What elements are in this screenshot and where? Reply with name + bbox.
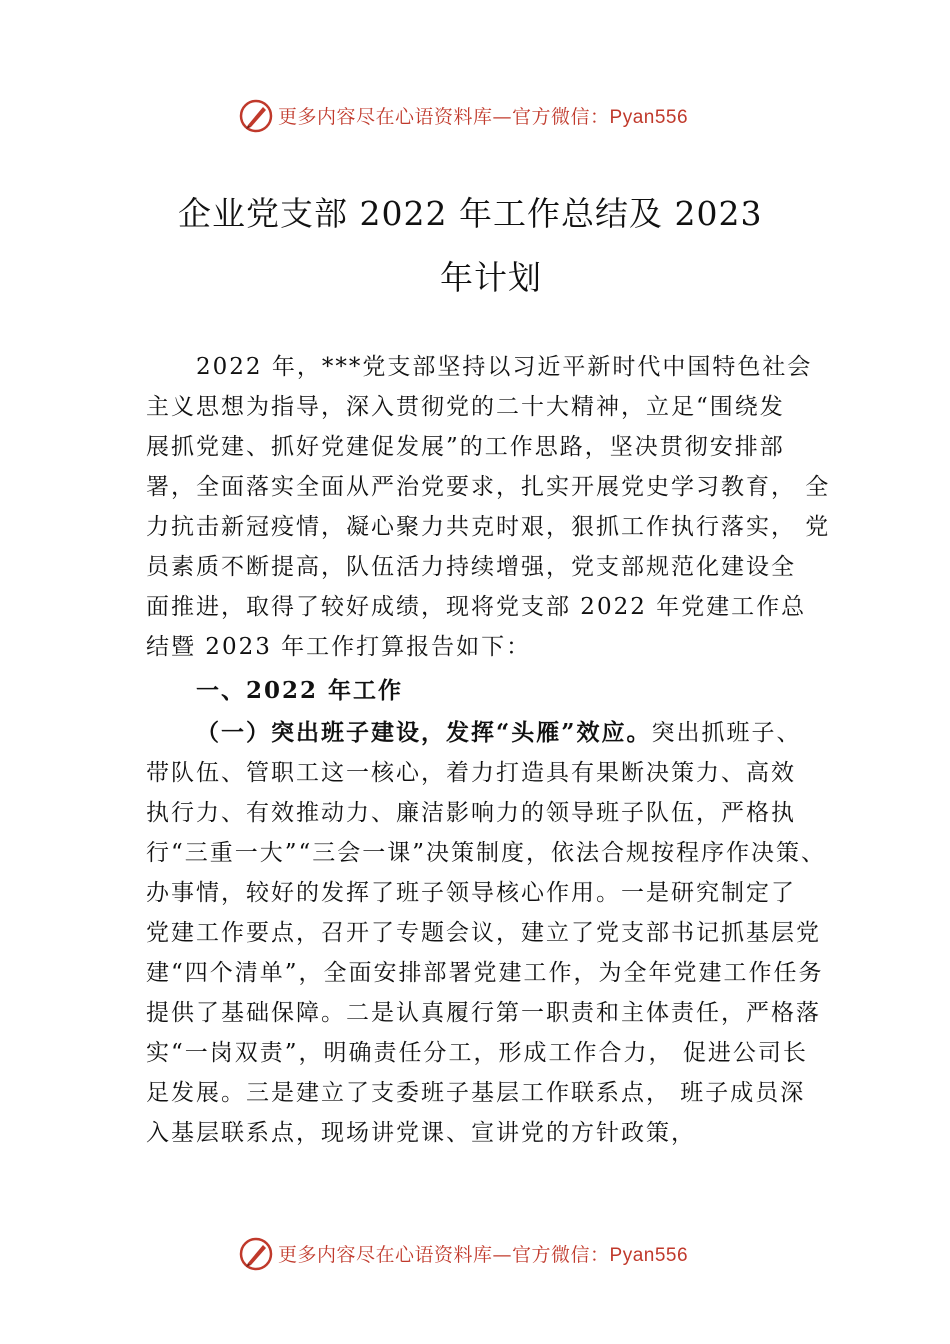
paragraph-line: 带队伍、管职工这一核心，着力打造具有果断决策力、高效 [146, 760, 796, 786]
paragraph-line: 展抓党建、抓好党建促发展”的工作思路，坚决贯彻安排部 [146, 434, 785, 460]
banner-text: 更多内容尽在心语资料库—官方微信：Pyan556 [278, 106, 689, 128]
paragraph-line: 办事情，较好的发挥了班子领导核心作用。一是研究制定了 [146, 880, 796, 906]
section-heading: 一、2022 年工作 [196, 677, 404, 704]
paragraph-line: 实“一岗双责”，明确责任分工，形成工作合力， 促进公司长 [146, 1040, 808, 1066]
subsection-heading: （一）突出班子建设，发挥“头雁”效应。 [196, 719, 652, 746]
paragraph-line: 主义思想为指导，深入贯彻党的二十大精神，立足“围绕发 [146, 394, 785, 420]
paragraph-line: 建“四个清单”，全面安排部署党建工作，为全年党建工作任务 [146, 960, 824, 986]
wechat-id: Pyan556 [609, 1245, 689, 1266]
pen-logo-icon [238, 1236, 274, 1272]
pen-logo-icon [238, 98, 274, 134]
paragraph-line: 员素质不断提高，队伍活力持续增强，党支部规范化建设全 [146, 554, 796, 580]
paragraph-line: 行“三重一大”“三会一课”决策制度，依法合规按程序作决策、 [146, 840, 827, 866]
paragraph-line: 署，全面落实全面从严治党要求，扎实开展党史学习教育， 全 [146, 474, 831, 500]
paragraph-line: 提供了基础保障。二是认真履行第一职责和主体责任，严格落 [146, 1000, 821, 1026]
document-title-line2: 年计划 [440, 258, 542, 297]
paragraph-line: 足发展。三是建立了支委班子基层工作联系点， 班子成员深 [146, 1080, 806, 1106]
paragraph-line: 2022 年，***党支部坚持以习近平新时代中国特色社会 [196, 354, 813, 380]
banner-text: 更多内容尽在心语资料库—官方微信：Pyan556 [278, 1244, 689, 1266]
paragraph-line: 面推进，取得了较好成绩，现将党支部 2022 年党建工作总 [146, 594, 807, 620]
paragraph-line: 入基层联系点，现场讲党课、宣讲党的方针政策， [146, 1120, 696, 1146]
paragraph-line: 执行力、有效推动力、廉洁影响力的领导班子队伍，严格执 [146, 800, 796, 826]
paragraph-line: 党建工作要点，召开了专题会议，建立了党支部书记抓基层党 [146, 920, 821, 946]
header-banner [0, 96, 950, 136]
paragraph-line: 结暨 2023 年工作打算报告如下： [146, 634, 532, 660]
paragraph-line: 力抗击新冠疫情，凝心聚力共克时艰，狠抓工作执行落实， 党 [146, 514, 831, 540]
subsection-first-line [196, 714, 801, 747]
document-title-line1: 企业党支部 2022 年工作总结及 2023 [178, 194, 763, 233]
wechat-id: Pyan556 [609, 107, 689, 128]
footer-banner [0, 1234, 950, 1274]
subsection-text: 突出抓班子、 [651, 720, 802, 746]
